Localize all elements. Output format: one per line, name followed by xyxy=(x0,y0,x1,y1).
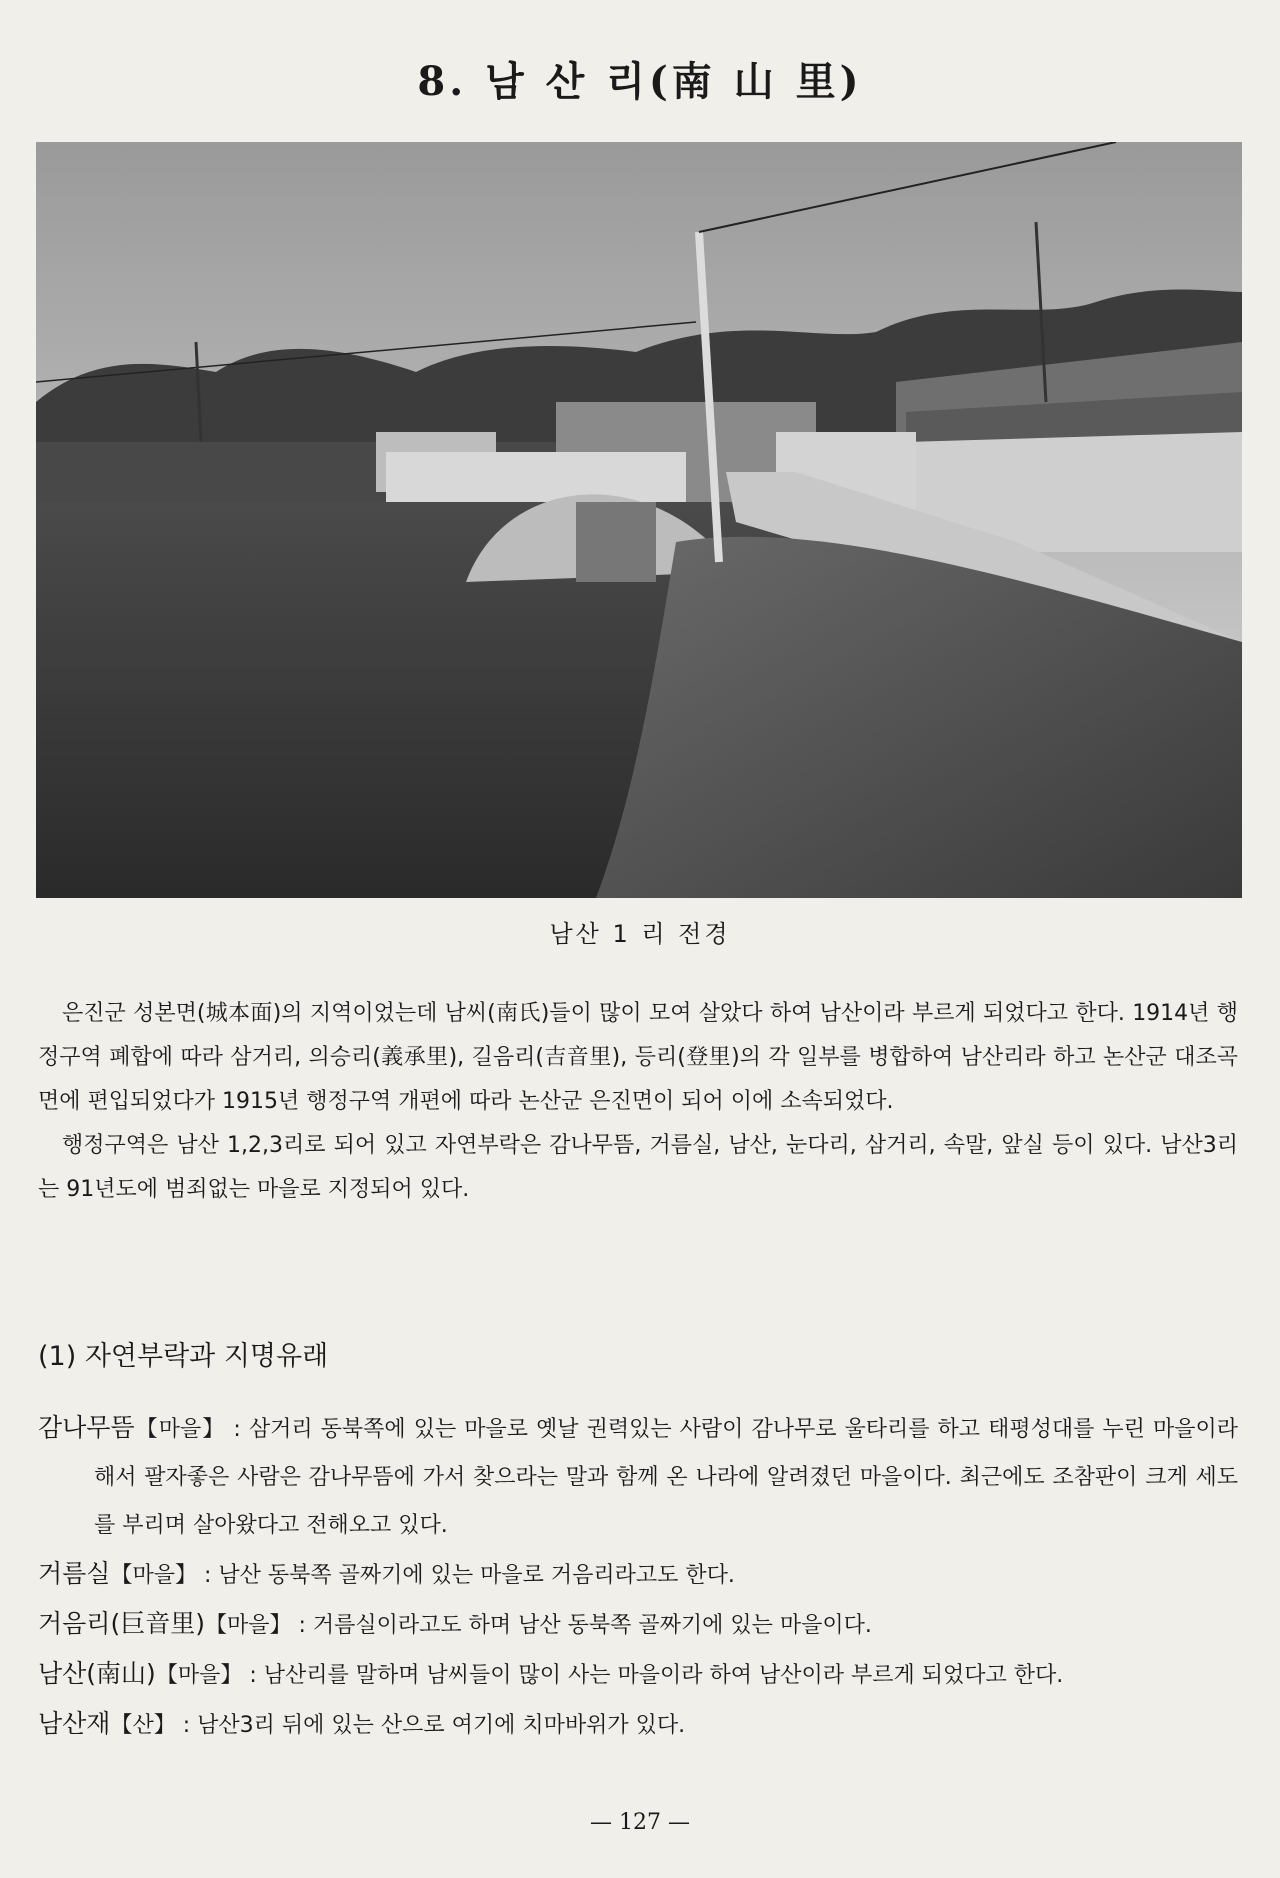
entry-text: : 남산3리 뒤에 있는 산으로 여기에 치마바위가 있다. xyxy=(182,1713,686,1738)
list-item xyxy=(38,1700,1238,1750)
entry-term: 남산(南山) xyxy=(38,1659,156,1688)
list-item xyxy=(38,1650,1238,1700)
intro-paragraph: 은진군 성본면(城本面)의 지역이었는데 남씨(南氏)들이 많이 모여 살았다 하여 남산이라 부르게 되었다고 한다. 1914년 행정구역 폐합에 따라 삼거리, 의승리(義承里), 길음리(吉音里), 등리(登里)의 각 일부를 병합하여 남산리라 하고 논산군 대조곡면에 편입되었다가 1915년 행정구역 개편에 따라 논산군 은진면이 되어 이에 소속되었다. xyxy=(38,1001,1238,1114)
entry-text: : 남산리를 말하며 남씨들이 많이 사는 마을이라 하여 남산이라 부르게 되었다고 한다. xyxy=(249,1663,1064,1688)
entry-tag: 【마을】 xyxy=(134,1417,226,1442)
intro-paragraph: 행정구역은 남산 1,2,3리로 되어 있고 자연부락은 감나무뜸, 거름실, 남산, 눈다리, 삼거리, 속말, 앞실 등이 있다. 남산3리는 91년도에 범죄없는 마을로 지정되어 있다. xyxy=(38,1133,1238,1202)
entry-text: : 거름실이라고도 하며 남산 동북쪽 골짜기에 있는 마을이다. xyxy=(298,1613,872,1638)
entry-text: : 남산 동북쪽 골짜기에 있는 마을로 거음리라고도 한다. xyxy=(203,1563,735,1588)
list-item xyxy=(38,1550,1238,1600)
list-item xyxy=(38,1404,1238,1550)
page-title: 8. 남 산 리(南 山 里) xyxy=(417,58,863,105)
intro-text xyxy=(38,992,1238,1212)
entry-tag: 【마을】 xyxy=(110,1563,197,1588)
photo-caption: 남산 1 리 전경 xyxy=(549,920,731,948)
entry-text: : 삼거리 동북쪽에 있는 마을로 옛날 권력있는 사람이 감나무로 울타리를 하고 태평성대를 누린 마을이라 해서 팔자좋은 사람은 감나무뜸에 가서 찾으라는 말과 함께 온 나라에 알려졌던 마을이다. 최근에도 조참판이 크게 세도를 부리며 살아왔다고 전해오고 있다. xyxy=(94,1417,1238,1538)
entry-term: 남산재 xyxy=(38,1709,111,1738)
page-number: — 127 — xyxy=(590,1810,690,1835)
entry-tag: 【마을】 xyxy=(155,1663,243,1688)
list-item xyxy=(38,1600,1238,1650)
entry-tag: 【산】 xyxy=(110,1713,176,1738)
village-photo-image xyxy=(36,142,1242,898)
entry-term: 감나무뜸 xyxy=(38,1413,135,1442)
entry-tag: 【마을】 xyxy=(204,1613,292,1638)
entry-term: 거름실 xyxy=(38,1559,111,1588)
entry-term: 거음리(巨音里) xyxy=(38,1609,205,1638)
section-heading: (1) 자연부락과 지명유래 xyxy=(38,1341,329,1372)
place-name-list xyxy=(38,1404,1238,1750)
village-photo xyxy=(36,142,1242,898)
